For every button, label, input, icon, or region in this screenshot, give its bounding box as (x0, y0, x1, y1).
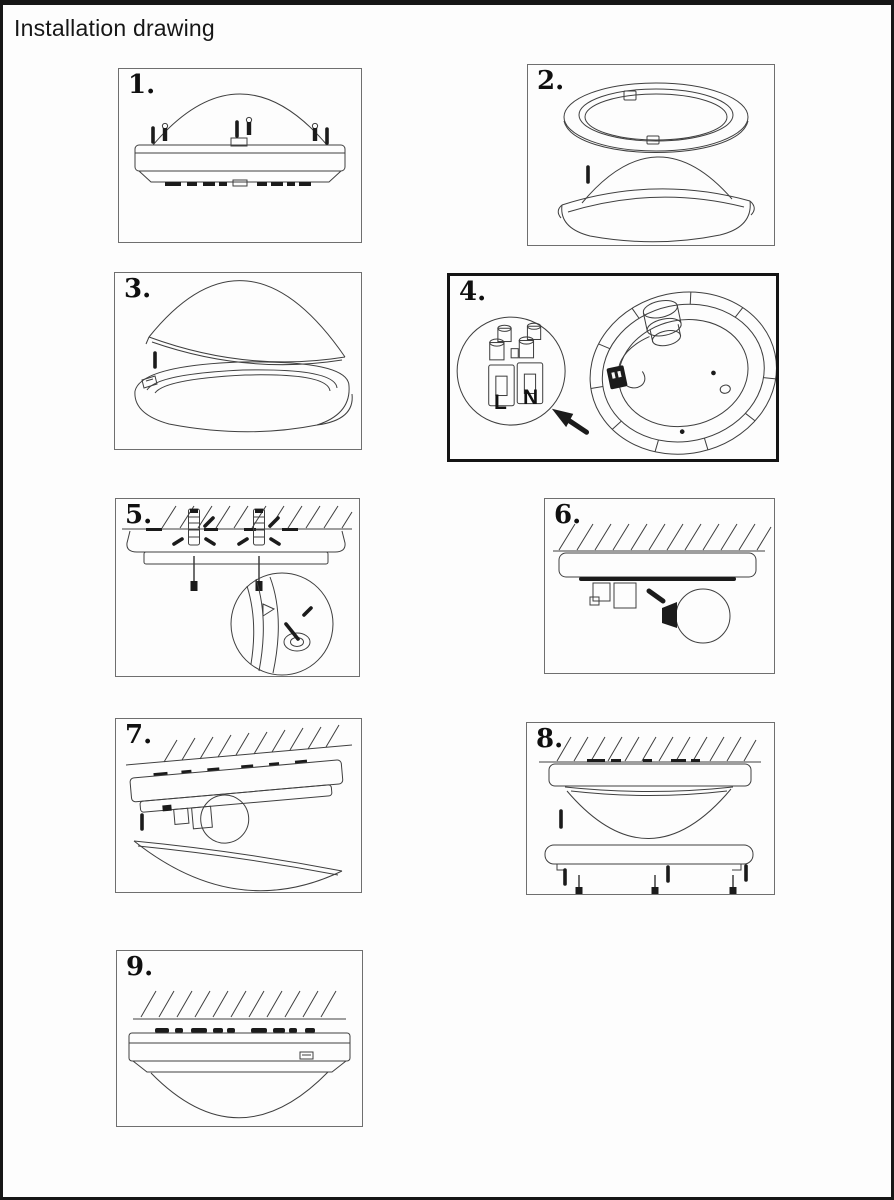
terminal-label-live: L (494, 391, 507, 414)
step-number: 1. (128, 70, 156, 100)
step-number: 6. (554, 500, 582, 530)
lamp-base-icon (135, 138, 345, 186)
mounting-clips (155, 1028, 315, 1033)
step-9-illustration (117, 951, 362, 1126)
step-number: 9. (126, 952, 154, 982)
step-1-illustration (119, 69, 361, 242)
lamp-assembled-icon (129, 1033, 350, 1118)
ceiling-hatch (553, 524, 771, 551)
step-number: 3. (124, 274, 152, 304)
step-panel-2 (527, 64, 775, 246)
lamp-socket-icon (590, 583, 636, 608)
step-number: 7. (125, 720, 153, 750)
diffuser-dome-icon (146, 281, 345, 365)
connector-icon (606, 365, 627, 390)
ceiling-hatch (126, 725, 352, 765)
screw-icon (237, 117, 252, 136)
mounted-lamp-icon (549, 759, 751, 839)
step-2-illustration (528, 65, 774, 245)
step-5-illustration (116, 499, 359, 676)
ceiling-hatch (122, 506, 352, 529)
step-7-illustration (116, 719, 361, 892)
ceiling-hatch (133, 991, 346, 1019)
step-panel-8 (526, 722, 775, 895)
trim-ring-icon (564, 83, 748, 153)
screw-icon (312, 123, 327, 143)
step-panel-1 (118, 68, 362, 243)
diffuser-dome-icon (134, 841, 342, 891)
screw-icon (286, 624, 298, 639)
light-bulb-icon (662, 589, 730, 643)
base-plate-icon (559, 553, 756, 581)
step-number: 2. (537, 66, 565, 96)
step-panel-5 (115, 498, 360, 677)
ceiling-hatch (539, 737, 761, 762)
step-number: 5. (125, 500, 153, 530)
mounted-base-icon (130, 757, 348, 851)
screw-icon (153, 123, 168, 142)
trim-ring-icon (545, 845, 753, 870)
terminal-label-neutral: N (523, 386, 539, 409)
fixture-back-icon (575, 276, 776, 459)
step-4-illustration (450, 276, 776, 459)
step-panel-7 (115, 718, 362, 893)
screw-icon (652, 867, 669, 894)
base-plate-icon (127, 528, 345, 564)
screw-icon (565, 870, 583, 894)
base-tray-icon (135, 362, 352, 432)
light-bulb-icon (199, 793, 251, 845)
step-3-illustration (115, 273, 361, 449)
lamp-dome-icon (153, 94, 327, 145)
step-number: 4. (459, 277, 487, 307)
wall-plug-icon (174, 509, 214, 591)
arrow-icon (649, 591, 663, 601)
page-title: Installation drawing (14, 15, 215, 41)
step-8-illustration (527, 723, 774, 894)
step-panel-6 (544, 498, 775, 674)
step-number: 8. (536, 724, 564, 754)
magnifier-detail (231, 573, 333, 675)
step-panel-4 (447, 273, 779, 462)
step-panel-9 (116, 950, 363, 1127)
step-panel-3 (114, 272, 362, 450)
pointer-arrow-icon (552, 409, 587, 432)
